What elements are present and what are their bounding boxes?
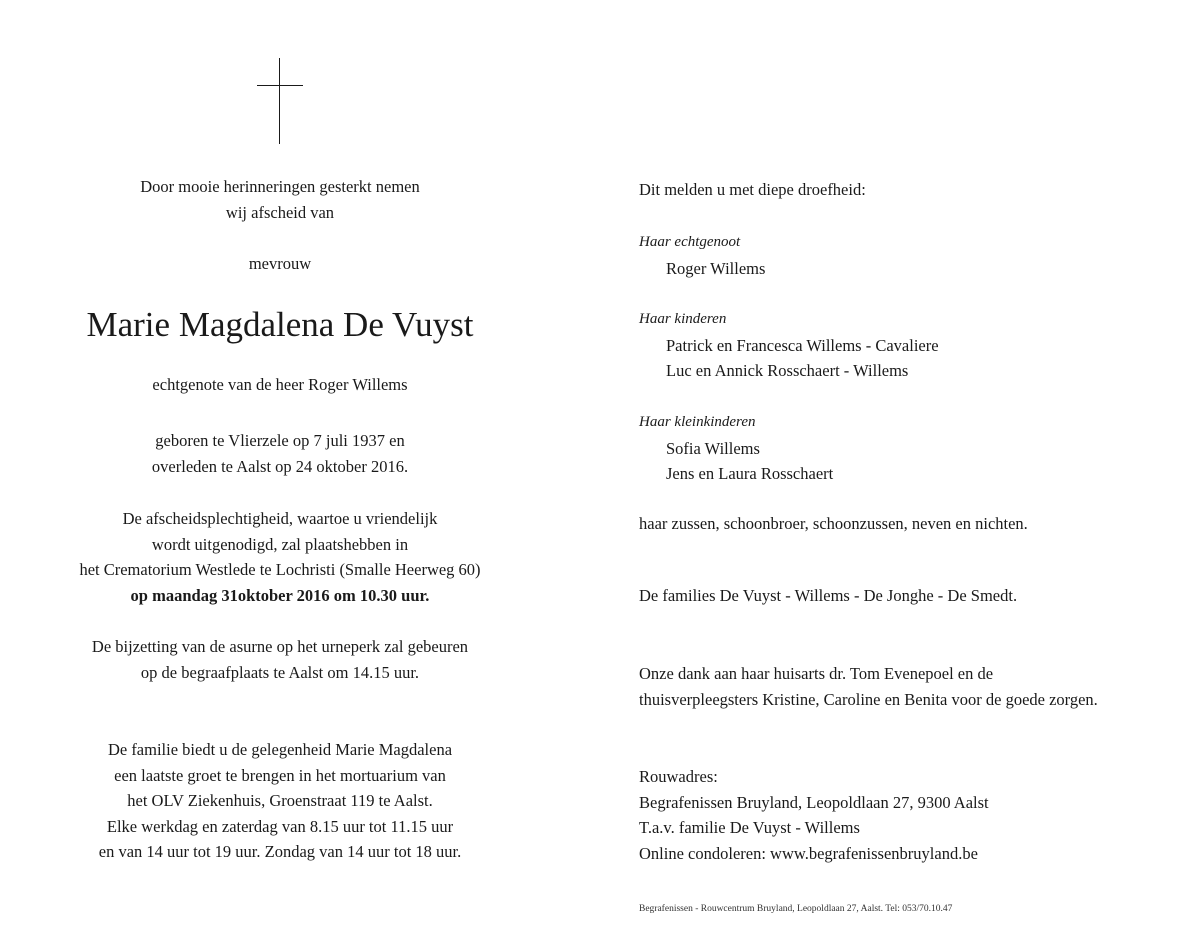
salutation-text: mevrouw [248,254,312,273]
thanks-line-1: Onze dank aan haar huisarts dr. Tom Evenepoel en de [639,664,994,683]
other-relatives-text: haar zussen, schoonbroer, schoonzussen, neven en nichten. [639,514,1028,533]
intro-line-2: wij afscheid van [225,202,335,222]
footer-imprint: Begrafenissen - Rouwcentrum Bruyland, Leopoldlaan 27, Aalst. Tel: 053/70.10.47 [639,904,953,914]
child-entry: Patrick en Francesca Willems - Cavaliere [666,335,939,355]
ceremony-line-1: De afscheidsplechtigheid, waartoe u vriendelijk [122,509,438,528]
intro-line-1: Door mooie herinneringen gesterkt nemen [140,177,420,196]
viewing-line-3: het OLV Ziekenhuis, Groenstraat 119 te Aalst. [127,791,433,810]
viewing-line-2: een laatste groet te brengen in het mortuarium van [114,765,446,785]
salutation [40,251,520,277]
grandchild-entry: Jens en Laura Rosschaert [666,464,834,483]
viewing-line-4: Elke werkdag en zaterdag van 8.15 uur tot 11.15 uur [106,816,454,836]
deceased-name: Marie Magdalena De Vuyst [86,305,474,344]
child-entry: Luc en Annick Rosschaert - Willems [666,361,909,380]
grandchildren-section [639,410,1159,487]
other-relatives [639,511,1159,537]
thanks-block [639,661,1159,712]
birth-death-block [40,428,520,479]
ceremony-block [40,506,520,608]
spouse-section [639,230,1159,281]
spouse-name: Roger Willems [666,258,766,278]
burial-line-1: De bijzetting van de asurne op het urneperk zal gebeuren [91,637,469,656]
ceremony-line-3: het Crematorium Westlede te Lochristi (Smalle Heerweg 60) [79,560,481,579]
viewing-line-1: De familie biedt u de gelegenheid Marie Magdalena [107,740,453,759]
spouse-line [40,372,520,398]
families-text: De families De Vuyst - Willems - De Jonghe - De Smedt. [639,586,1018,605]
burial-block [40,634,520,685]
spouse-label: Haar echtgenoot [639,234,741,250]
grandchild-entry: Sofia Willems [666,438,760,458]
viewing-block [40,737,520,865]
mourning-address-block [639,764,1159,866]
burial-line-2: op de begraafplaats te Aalst om 14.15 uur. [140,662,420,682]
birth-line: geboren te Vlierzele op 7 juli 1937 en [155,431,405,450]
ceremony-line-2: wordt uitgenodigd, zal plaatshebben in [151,534,409,554]
mourning-address-line-2: T.a.v. familie De Vuyst - Willems [639,818,860,837]
cross-vertical-bar [279,58,280,144]
condolence-website: Online condoleren: www.begrafenissenbruyland.be [639,843,978,863]
families-line [639,583,1159,609]
announcement-text: Dit melden u met diepe droefheid: [639,180,866,199]
cross-horizontal-bar [257,85,303,86]
mourning-address-label: Rouwadres: [639,767,718,786]
ceremony-datetime: op maandag 31oktober 2016 om 10.30 uur. [130,585,430,605]
children-label: Haar kinderen [639,311,727,327]
grandchildren-label: Haar kleinkinderen [639,414,756,430]
children-section [639,307,1159,384]
viewing-line-5: en van 14 uur tot 19 uur. Zondag van 14 uur tot 18 uur. [98,842,462,861]
death-line: overleden te Aalst op 24 oktober 2016. [151,456,409,476]
spouse-line-text: echtgenote van de heer Roger Willems [152,375,408,394]
announcement [639,177,1159,203]
thanks-line-2: thuisverpleegsters Kristine, Caroline en Benita voor de goede zorgen. [639,689,1098,709]
mourning-address-line-1: Begrafenissen Bruyland, Leopoldlaan 27, 9300 Aalst [639,792,989,812]
intro-text [40,174,520,225]
